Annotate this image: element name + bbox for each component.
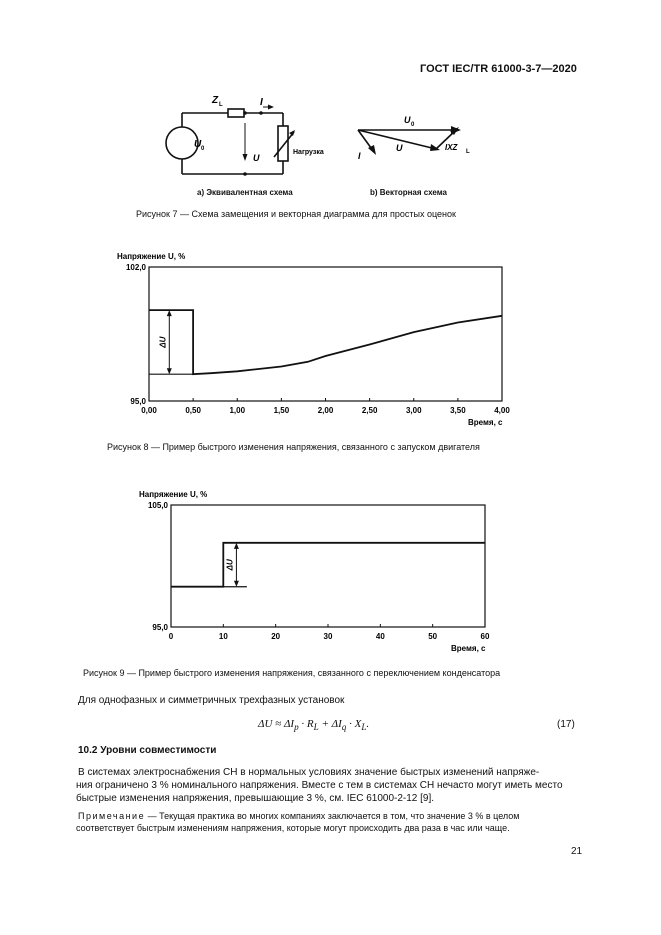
figure7-caption: Рисунок 7 — Схема замещения и векторная диаграмма для простых оценок <box>136 209 456 219</box>
note-block <box>78 810 588 834</box>
formula-dot1: · <box>298 718 307 730</box>
document-id: ГОСТ IEC/TR 61000-3-7—2020 <box>420 63 577 75</box>
formula-sub-p: p <box>294 722 299 733</box>
plot-frame <box>171 505 485 627</box>
formula-sub-q: q <box>341 722 347 733</box>
y-tick-label: 102,0 <box>125 263 146 272</box>
equation-number: (17) <box>557 719 575 730</box>
vec-ixl-label-sub: L <box>466 149 470 155</box>
x-tick-label: 0,50 <box>185 406 201 415</box>
compatibility-paragraph <box>78 766 588 805</box>
formula-sub-xl: L <box>361 722 367 733</box>
note-line-2: соответствует быстрым изменениям напряжения, которые могут происходить два раза в час или чаще. <box>76 823 510 833</box>
paragraph-line-2: ния ограничено 3 % номинального напряжения. Вместе с тем в системах СН нечасто могут иметь место <box>76 780 563 791</box>
x-tick-label: 10 <box>218 632 228 641</box>
section-title: 10.2 Уровни совместимости <box>78 745 217 756</box>
x-tick-label: 4,00 <box>494 406 510 415</box>
x-tick-label: 20 <box>271 632 281 641</box>
x-tick-label: 3,50 <box>450 406 466 415</box>
x-tick-label: 50 <box>428 632 438 641</box>
y-tick-label: 95,0 <box>152 623 168 632</box>
delta-u-label: ΔU <box>158 336 168 348</box>
formula-dot2: · <box>346 718 355 730</box>
page-number: 21 <box>571 846 583 857</box>
figure8-caption: Рисунок 8 — Пример быстрого изменения напряжения, связанного с запуском двигателя <box>107 442 480 452</box>
x-tick-label: 0,00 <box>141 406 157 415</box>
u0-label-sub: 0 <box>201 146 205 152</box>
x-tick-label: 1,00 <box>229 406 246 415</box>
current-label: I <box>260 97 263 108</box>
y-tick-label: 105,0 <box>147 501 168 510</box>
note-label: Примечание <box>78 811 146 821</box>
zl-label: Z <box>212 95 219 106</box>
load-label: Нагрузка <box>293 149 324 156</box>
x-tick-label: 40 <box>375 632 385 641</box>
formula-x: X <box>354 718 362 730</box>
intro-text: Для однофазных и симметричных трехфазных установок <box>78 695 345 706</box>
delta-u-arrow-down <box>234 581 239 587</box>
u-label: U <box>253 153 260 163</box>
x-tick-label: 2,50 <box>361 406 378 415</box>
formula-plus: + ΔI <box>318 718 342 730</box>
formula-17 <box>258 718 369 732</box>
note-line-1: — Текущая практика во многих компаниях заключается в том, что значение 3 % в целом <box>145 811 520 821</box>
u0-label: U <box>194 139 202 150</box>
x-tick-label: 3,00 <box>405 406 422 415</box>
formula-sub-rl: L <box>313 722 319 733</box>
figure7-subcaption-a: а) Эквивалентная схема <box>197 188 293 197</box>
figure9-caption: Рисунок 9 — Пример быстрого изменения напряжения, связанного с переключением конденсатора <box>83 668 501 678</box>
vec-u0-label: U <box>404 115 411 125</box>
delta-u-arrow-up <box>234 543 239 549</box>
x-tick-label: 1,50 <box>273 406 290 415</box>
series-line-u <box>171 543 485 587</box>
vec-ixl-label: IXZ <box>445 143 458 152</box>
formula-r: R <box>306 718 314 730</box>
zl-label-sub: L <box>219 102 223 108</box>
x-tick-label: 30 <box>323 632 333 641</box>
formula-approx: ≈ ΔI <box>275 718 295 730</box>
y-axis-label: Напряжение U, % <box>117 252 186 261</box>
x-tick-label: 2,00 <box>317 406 334 415</box>
vec-u-label: U <box>396 143 403 153</box>
paragraph-line-3: быстрые изменения напряжения, превышающие 3 %, см. IEC 61000-2-12 [9]. <box>76 793 435 804</box>
delta-u-label: ΔU <box>225 559 235 571</box>
paragraph-line-1: В системах электроснабжения СН в нормальных условиях значение быстрых изменений напряже- <box>78 767 540 778</box>
x-tick-label: 60 <box>480 632 490 641</box>
formula-end: . <box>366 718 370 730</box>
y-axis-label: Напряжение U, % <box>139 490 208 499</box>
figure7-subcaption-b: b) Векторная схема <box>370 188 447 197</box>
x-axis-label: Время, с <box>468 418 503 427</box>
y-tick-label: 95,0 <box>130 397 146 406</box>
formula-lhs: ΔU <box>258 718 273 730</box>
x-tick-label: 0 <box>168 632 174 641</box>
vec-i-label: I <box>358 151 361 161</box>
vec-u0-label-sub: 0 <box>411 122 415 128</box>
x-axis-label: Время, с <box>451 644 486 653</box>
